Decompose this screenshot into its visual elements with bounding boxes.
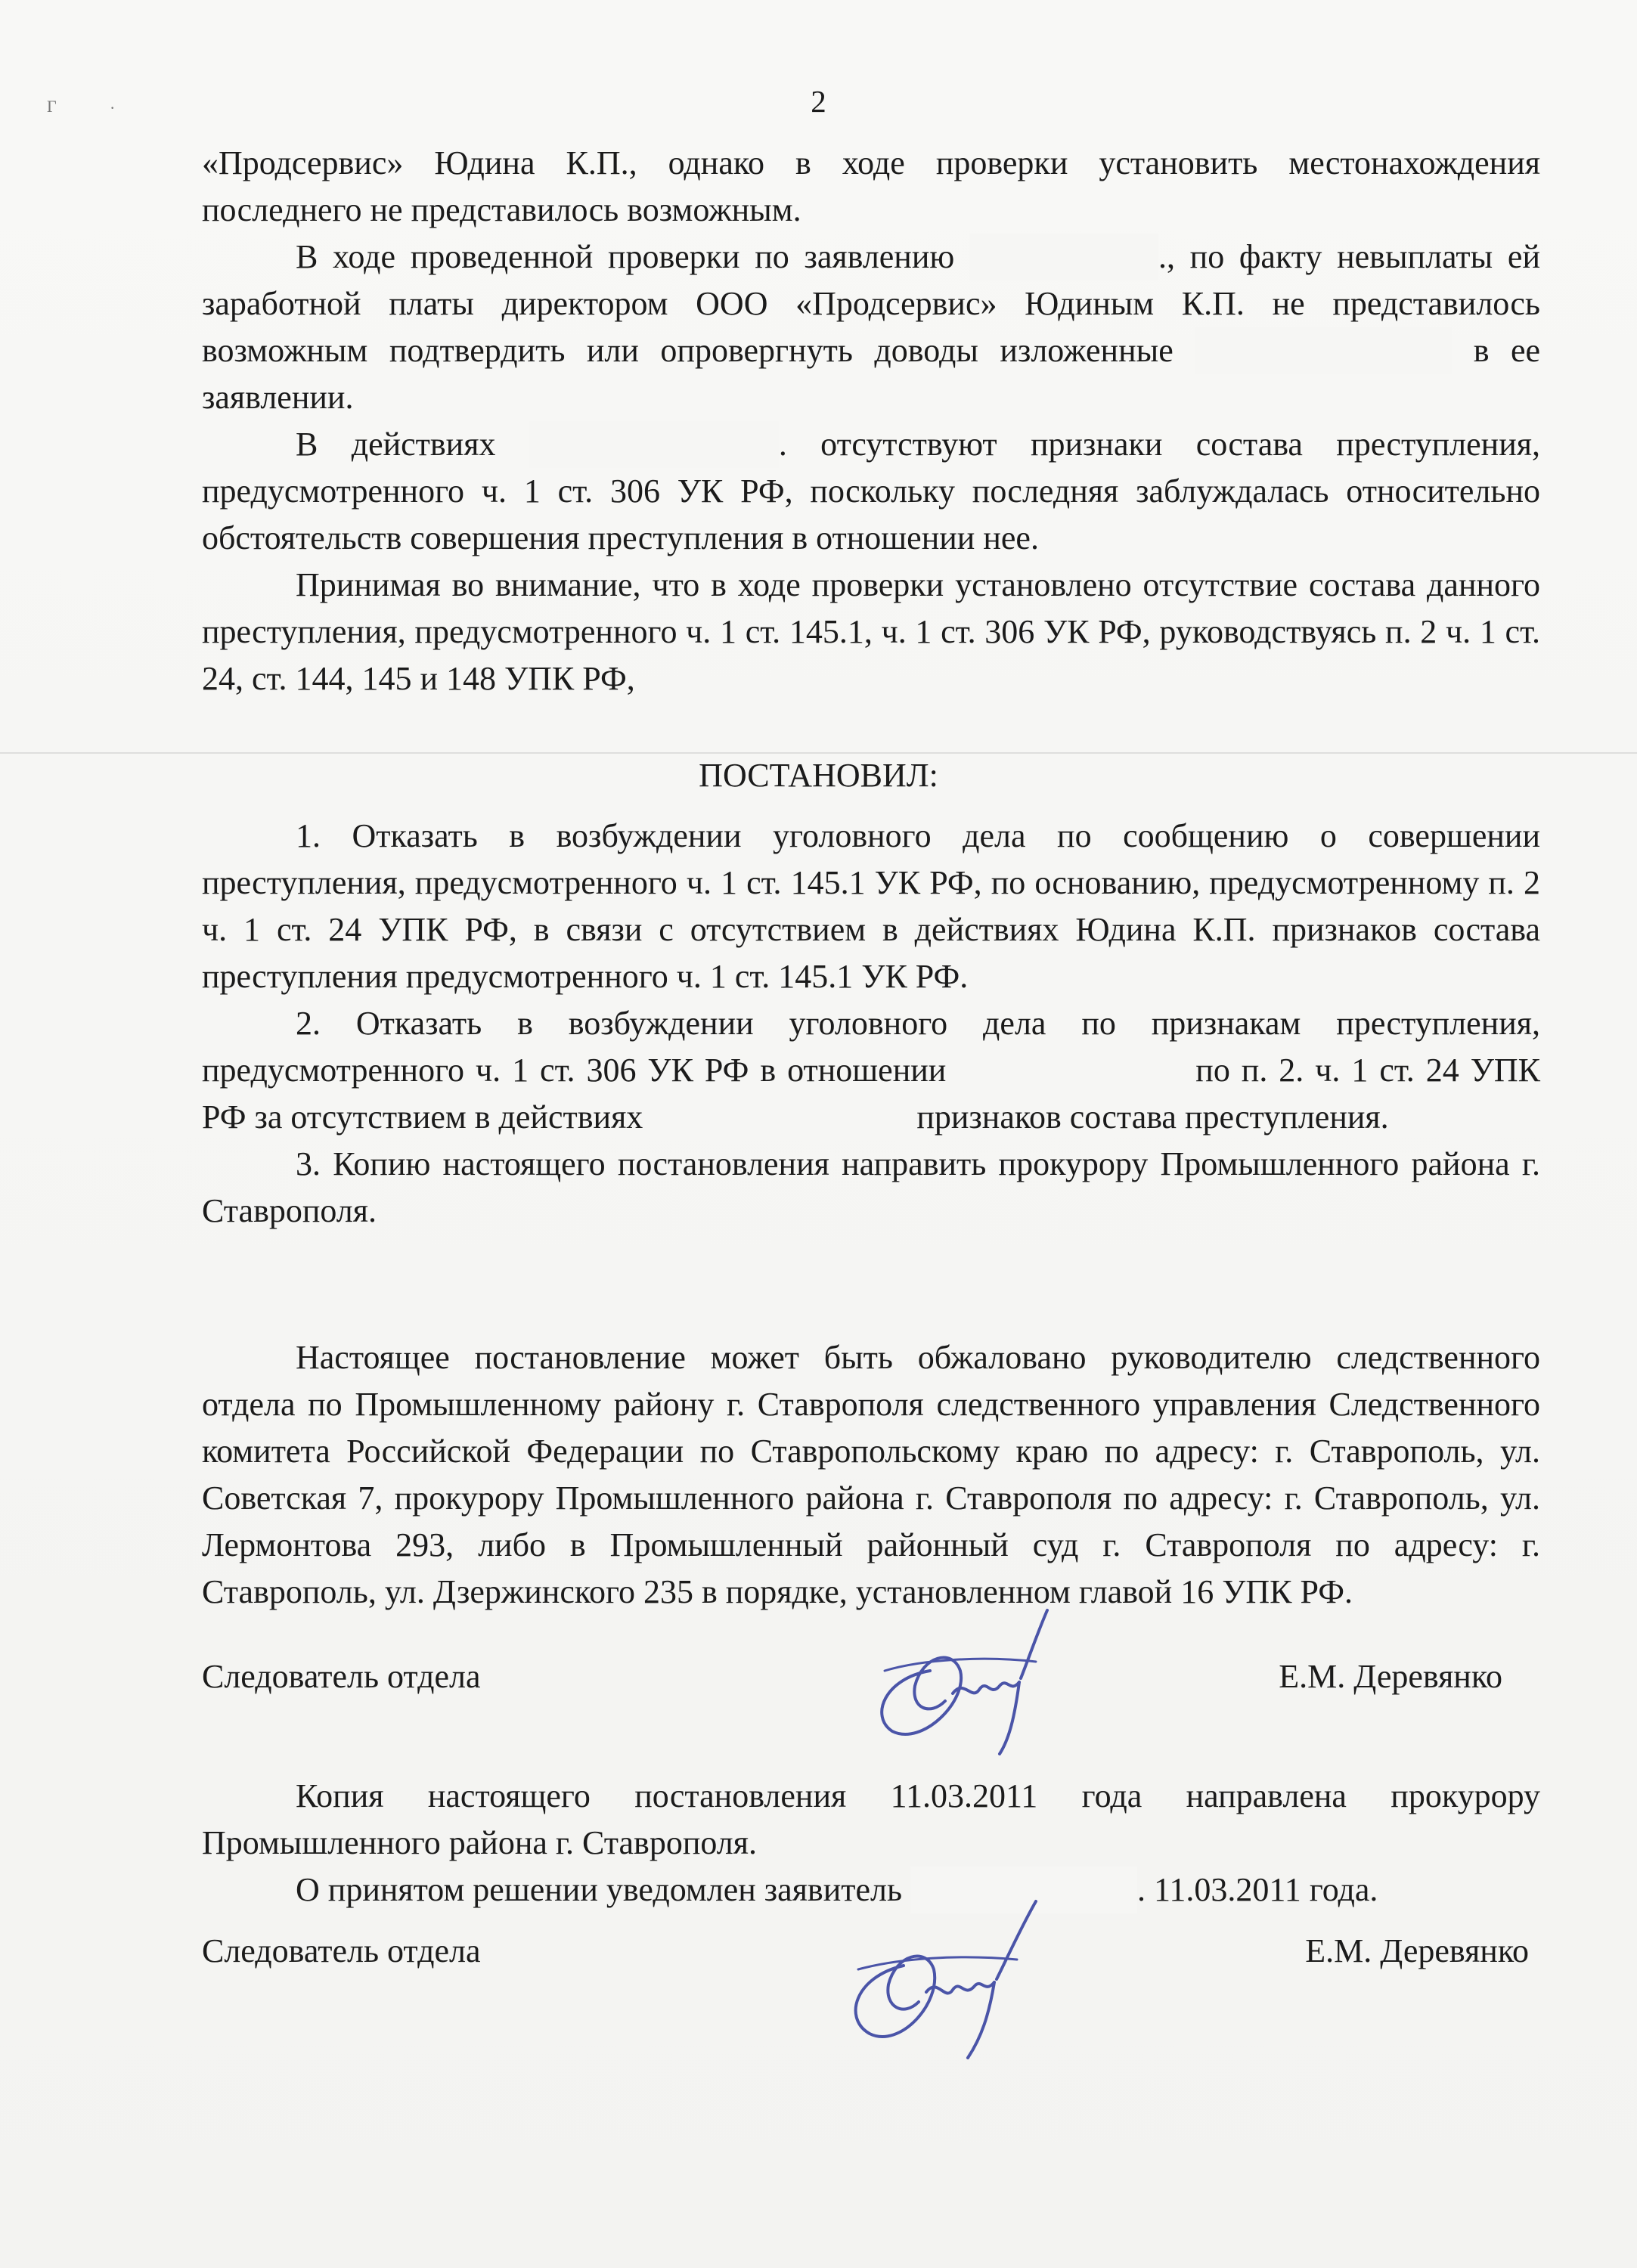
body-text bbox=[202, 140, 1540, 702]
decision-2-text-a: 2. Отказать в возбуждении уголовного дела по признакам преступления, предусмотренного ч. 1 ст. 306 УК РФ в отношении bbox=[202, 1005, 1540, 1089]
paragraph-2-text-a: В ходе проведенной проверки по заявлению bbox=[296, 238, 955, 275]
investigator-title: Следователь отдела bbox=[202, 1658, 481, 1695]
decision-3: 3. Копию настоящего постановления направить прокурору Промышленного района г. Ставрополя. bbox=[202, 1145, 1540, 1229]
investigator-name: Е.М. Деревянко bbox=[1305, 1932, 1529, 1969]
notification-text-b: . 11.03.2011 года. bbox=[1137, 1871, 1378, 1908]
redacted-name bbox=[651, 1094, 908, 1141]
resolution-heading: ПОСТАНОВИЛ: bbox=[699, 757, 938, 794]
paragraph-3-text-b: . отсутствуют признаки состава преступления, предусмотренного ч. 1 ст. 306 УК РФ, поскольку последняя заблуждалась относительно обстоятельств совершения преступления в отношении нее. bbox=[202, 426, 1541, 556]
decision-2-text-c: признаков состава преступления. bbox=[916, 1098, 1389, 1136]
redacted-name bbox=[1195, 327, 1452, 374]
handwritten-signature-1 bbox=[839, 1588, 1081, 1761]
notification-text-a: О принятом решении уведомлен заявитель bbox=[296, 1871, 903, 1908]
appeal-paragraph: Настоящее постановление может быть обжаловано руководителю следственного отдела по Промышленному району г. Ставрополя следственного управления Следственного комитета Российской Федерации по Ставропольскому краю по адресу: г. Ставрополь, ул. Советская 7, прокурору Промышленного района г. Ставрополя по адресу: г. Ставрополь, ул. Лермонтова 293, либо в Промышленный районный суд г. Ставрополя по адресу: г. Ставрополь, ул. Дзержинского 235 в порядке, установленном главой 16 УПК РФ. bbox=[202, 1339, 1540, 1610]
paragraph-2 bbox=[202, 234, 1540, 421]
handwritten-signature-2 bbox=[809, 1890, 1059, 2064]
paragraph-2-text-c: в ее заявлении. bbox=[202, 332, 1540, 416]
redacted-name bbox=[969, 234, 1158, 280]
paragraph-4: Принимая во внимание, что в ходе проверки установлено отсутствие состава данного преступления, предусмотренного ч. 1 ст. 145.1, ч. 1 ст. 306 УК РФ, руководствуясь п. 2 ч. 1 ст. 24, ст. 144, 145 и 148 УПК РФ, bbox=[202, 566, 1540, 697]
paragraph-1-line-2: последнего не представилось возможным. bbox=[202, 191, 801, 228]
redacted-name bbox=[529, 421, 779, 468]
scan-fold-line bbox=[0, 752, 1637, 754]
scan-corner-mark: Г bbox=[47, 97, 57, 116]
appeal-paragraph-block bbox=[202, 1334, 1540, 1616]
decision-1: 1. Отказать в возбуждении уголовного дела по сообщению о совершении преступления, предусмотренного ч. 1 ст. 145.1 УК РФ, по основанию, предусмотренному п. 2 ч. 1 ст. 24 УПК РФ, в связи с отсутствием в действиях Юдина К.П. признаков состава преступления предусмотренного ч. 1 ст. 145.1 УК РФ. bbox=[202, 817, 1540, 995]
investigator-title: Следователь отдела bbox=[202, 1932, 481, 1969]
decision-2-text-b: по п. 2. ч. 1 ст. 24 УПК РФ за отсутствием в действиях bbox=[202, 1052, 1540, 1136]
decisions-list bbox=[202, 813, 1540, 1235]
copy-note: Копия настоящего постановления 11.03.2011 года направлена прокурору Промышленного района г. Ставрополя. bbox=[202, 1777, 1540, 1861]
paragraph-3 bbox=[202, 421, 1540, 562]
redacted-name bbox=[957, 1047, 1184, 1094]
paragraph-2-text-b: ., по факту невыплаты ей заработной платы директором ООО «Продсервис» Юдиным К.П. не представилось возможным подтвердить или опровергнуть доводы изложенные bbox=[202, 238, 1540, 369]
scan-corner-mark: · bbox=[110, 98, 116, 117]
page-number: 2 bbox=[811, 84, 826, 119]
paragraph-1-line-1: «Продсервис» Юдина К.П., однако в ходе проверки установить местонахождения bbox=[202, 144, 1540, 181]
paragraph-3-text-a: В действиях bbox=[296, 426, 496, 463]
investigator-name: Е.М. Деревянко bbox=[1279, 1658, 1502, 1695]
decision-2 bbox=[202, 1000, 1540, 1141]
